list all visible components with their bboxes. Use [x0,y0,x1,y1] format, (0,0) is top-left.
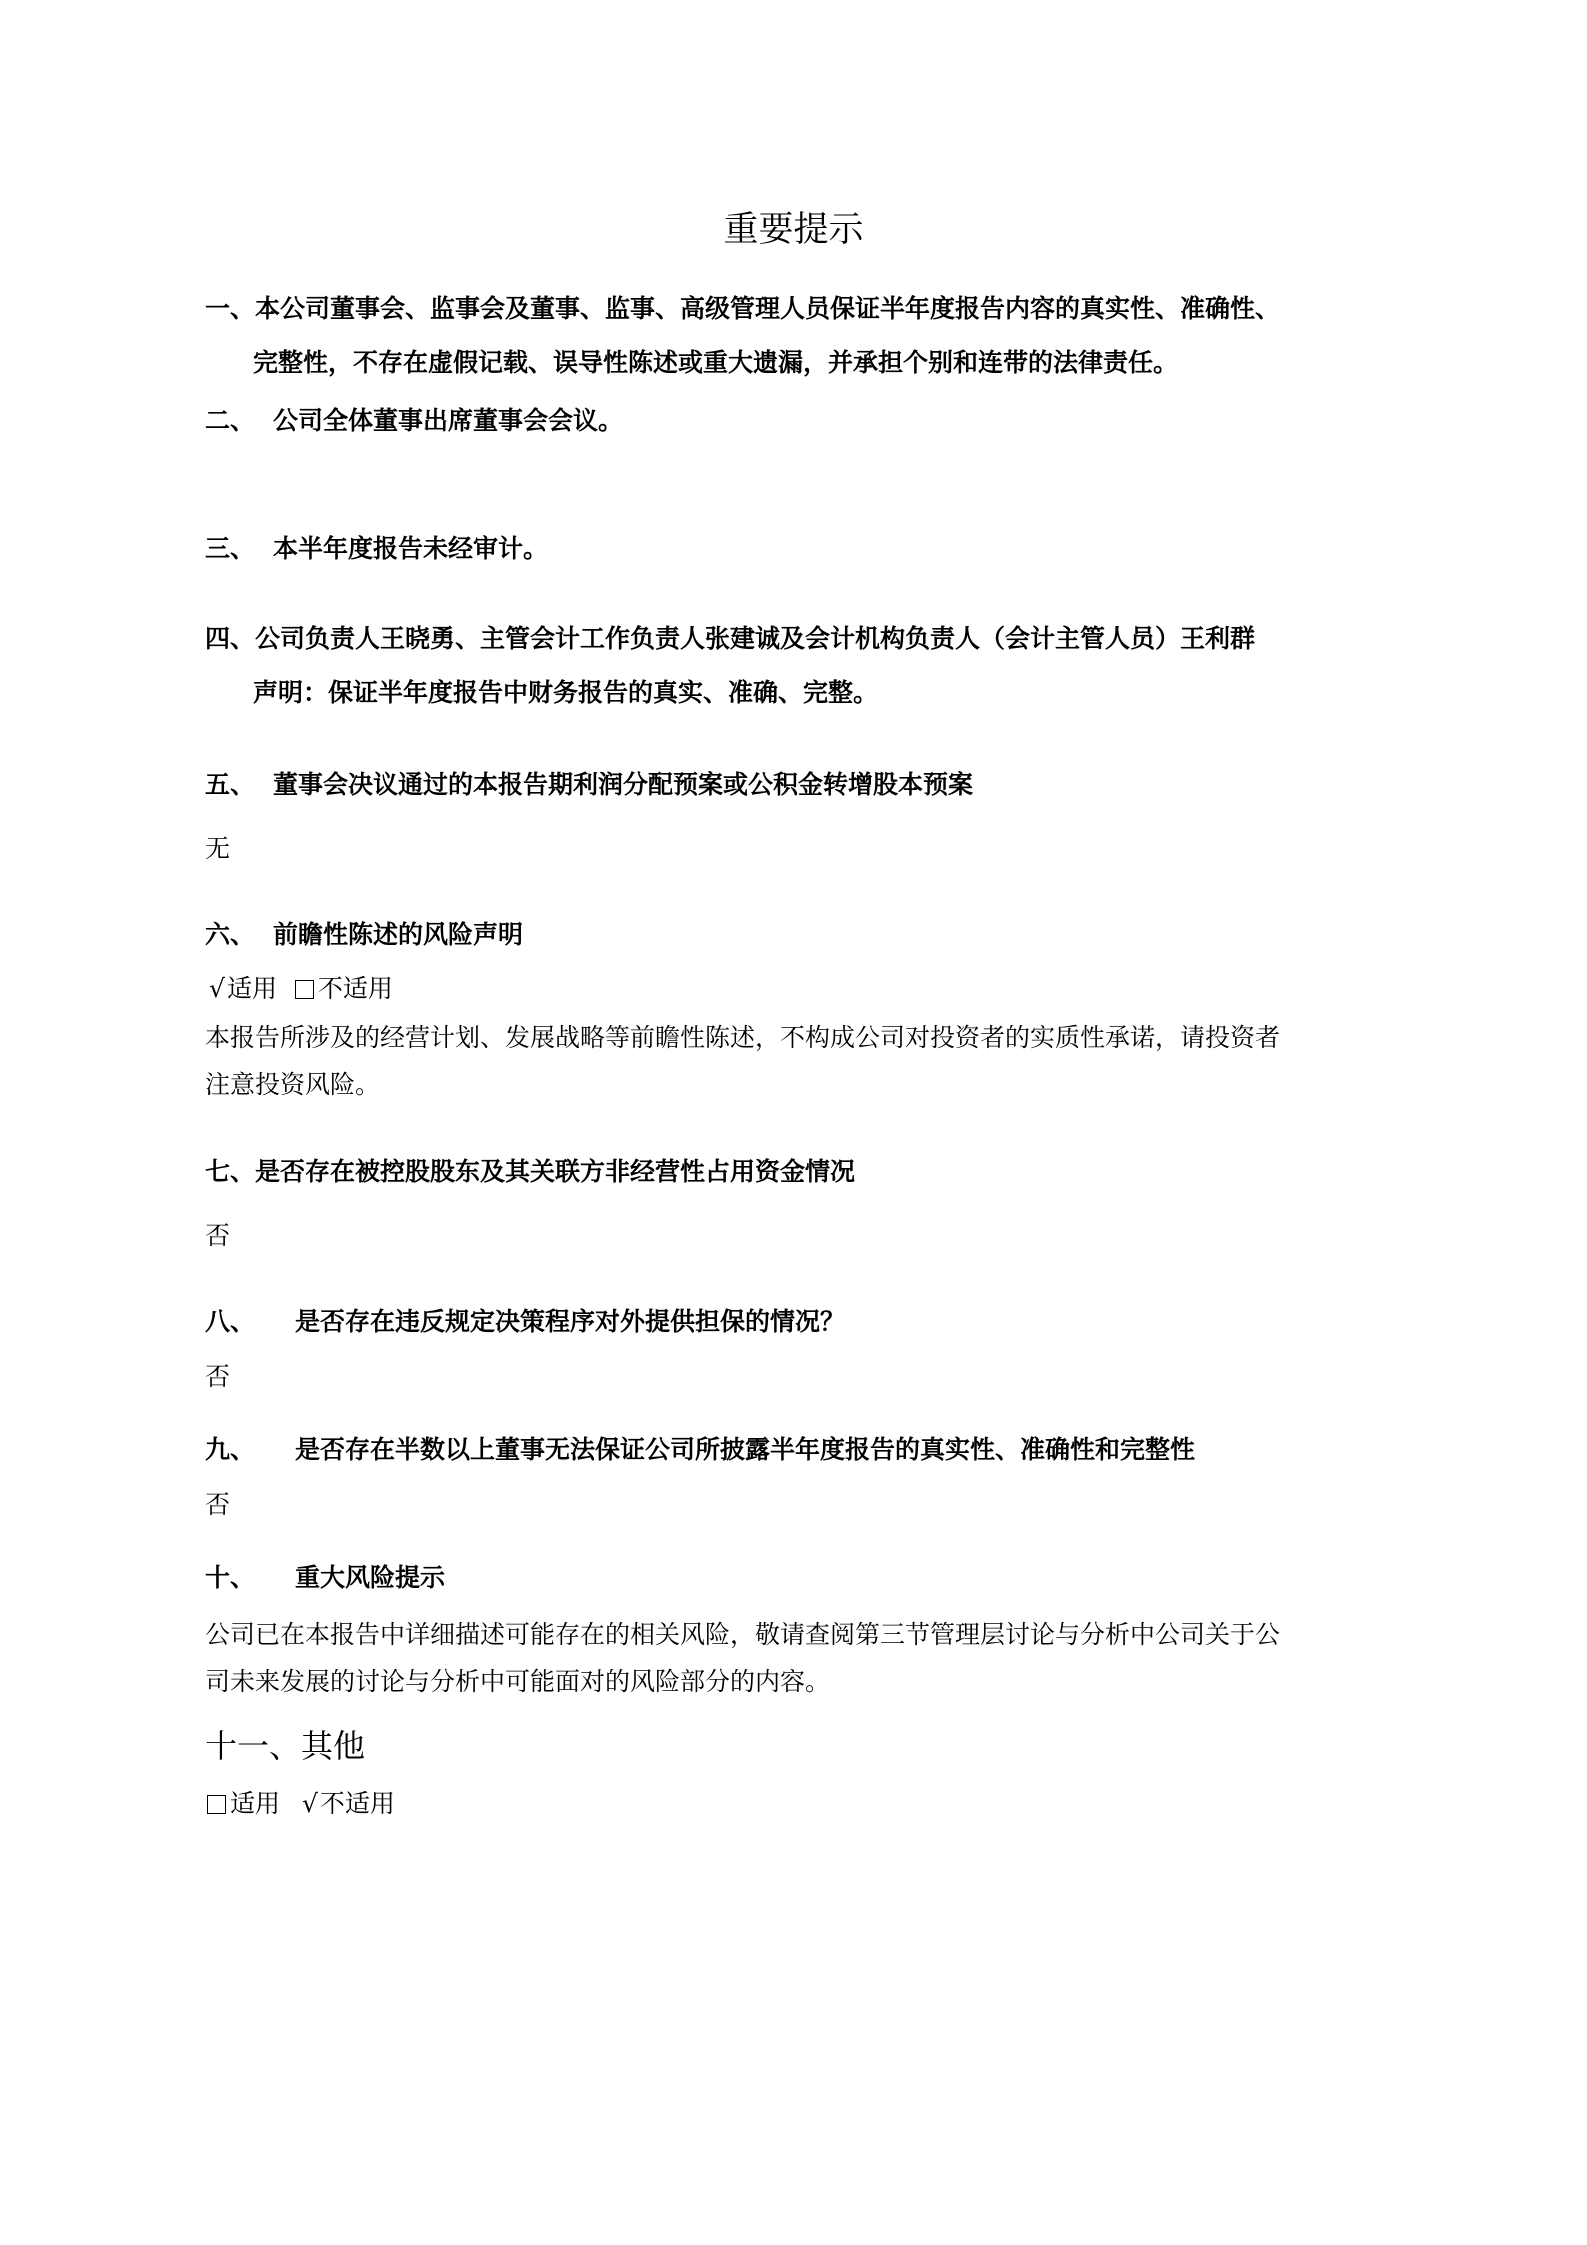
item-10-number: 十、 [205,1563,256,1592]
item-6-body-line-2: 注意投资风险。 [205,1070,381,1099]
item-1-line-2: 完整性，不存在虚假记载、误导性陈述或重大遗漏，并承担个别和连带的法律责任。 [253,348,1179,377]
item-2-number: 二、 [205,406,256,435]
item-9 [205,1433,1195,1467]
item-5-number: 五、 [205,770,256,799]
item-1-number: 一、 [205,294,256,323]
item-11-options [207,1787,395,1821]
check-mark-icon: √ [301,1789,318,1818]
item-9-text: 是否存在半数以上董事无法保证公司所披露半年度报告的真实性、准确性和完整性 [295,1435,1196,1464]
item-5-answer: 无 [205,834,231,863]
item-7-number: 七、 [205,1157,256,1186]
item-6-options [209,972,393,1006]
option-applicable-label: 适用 [230,1789,281,1818]
item-3 [205,532,548,566]
item-6-text: 前瞻性陈述的风险声明 [273,920,524,949]
item-8-text: 是否存在违反规定决策程序对外提供担保的情况？ [295,1307,846,1336]
item-3-number: 三、 [205,534,256,563]
item-6-number: 六、 [205,920,256,949]
item-1-line-1 [205,292,1280,326]
item-11-number: 十一、 [205,1727,302,1765]
check-mark-icon: √ [209,974,225,1003]
option-not-applicable-label: 不适用 [317,974,393,1003]
item-7 [205,1155,855,1189]
item-10 [205,1561,445,1595]
item-6 [205,918,523,952]
item-1-text-1: 本公司董事会、监事会及董事、监事、高级管理人员保证半年度报告内容的真实性、准确性、 [255,294,1281,323]
item-7-answer: 否 [205,1221,231,1250]
page-title: 重要提示 [723,210,864,250]
item-9-number: 九、 [205,1435,256,1464]
item-5 [205,768,973,802]
item-7-text: 是否存在被控股股东及其关联方非经营性占用资金情况 [255,1157,856,1186]
item-11-text: 其他 [301,1727,366,1765]
item-9-answer: 否 [205,1490,231,1519]
item-10-text: 重大风险提示 [295,1563,446,1592]
option-applicable-label: 适用 [226,974,277,1003]
item-6-body-line-1: 本报告所涉及的经营计划、发展战略等前瞻性陈述，不构成公司对投资者的实质性承诺，请投资者 [205,1023,1281,1052]
item-5-text: 董事会决议通过的本报告期利润分配预案或公积金转增股本预案 [273,770,974,799]
option-not-applicable-label: 不适用 [319,1789,395,1818]
item-8-answer: 否 [205,1362,231,1391]
item-2-text: 公司全体董事出席董事会会议。 [273,406,624,435]
checkbox-empty-icon [295,980,314,999]
item-4-number: 四、 [205,624,256,653]
checkbox-empty-icon [207,1795,226,1814]
item-10-body-line-2: 司未来发展的讨论与分析中可能面对的风险部分的内容。 [205,1667,831,1696]
item-11 [205,1726,365,1766]
item-2 [205,404,623,438]
item-8-number: 八、 [205,1307,256,1336]
item-4-line-1 [205,622,1255,656]
item-10-body-line-1: 公司已在本报告中详细描述可能存在的相关风险，敬请查阅第三节管理层讨论与分析中公司关于公 [205,1620,1281,1649]
item-8 [205,1305,845,1339]
item-4-line-2: 声明：保证半年度报告中财务报告的真实、准确、完整。 [253,678,879,707]
item-3-text: 本半年度报告未经审计。 [273,534,549,563]
item-4-text-1: 公司负责人王晓勇、主管会计工作负责人张建诚及会计机构负责人（会计主管人员）王利群 [255,624,1256,653]
